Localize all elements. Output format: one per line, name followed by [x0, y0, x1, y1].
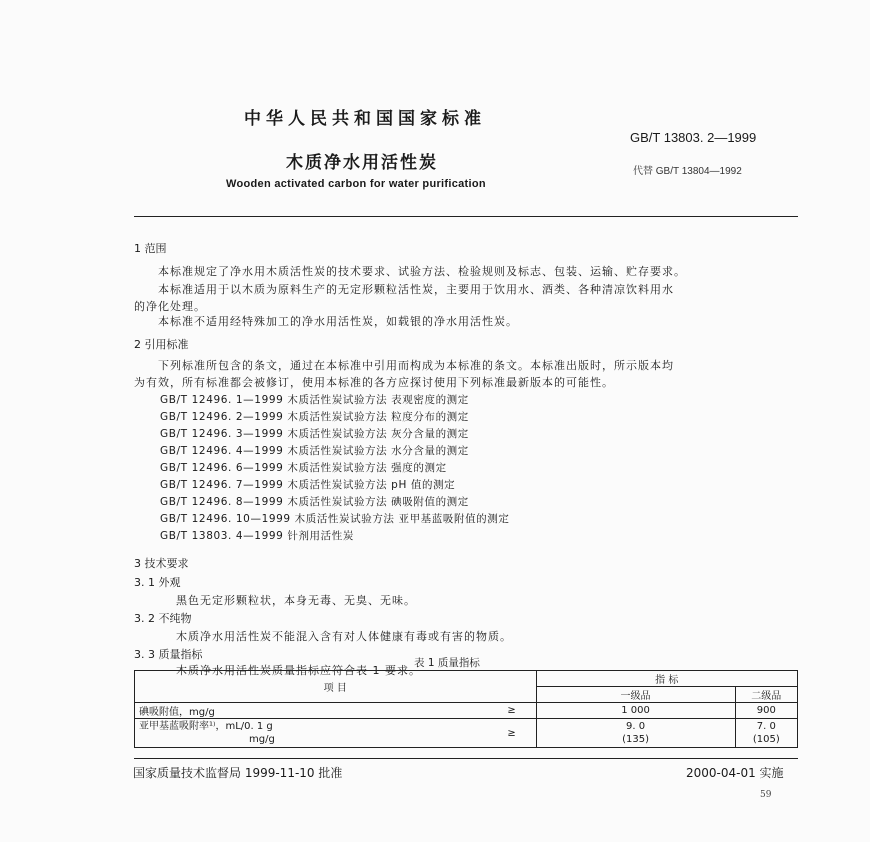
reference-item: GB/T 12496. 10—1999 木质活性炭试验方法 亚甲基蓝吸附值的测定: [160, 513, 510, 525]
section-3-1-heading: 3. 1 外观: [134, 576, 181, 589]
section-3-3-heading: 3. 3 质量指标: [134, 648, 203, 661]
table-header-grade-2: 二级品: [735, 687, 797, 703]
section-1-heading: 1 范围: [134, 242, 167, 255]
reference-item: GB/T 12496. 3—1999 木质活性炭试验方法 灰分含量的测定: [160, 428, 469, 440]
table-header-index: 指 标: [536, 671, 797, 687]
document-title: 木质净水用活性炭: [286, 153, 438, 173]
footer-divider: [134, 758, 798, 759]
methylene-grade-1-alt: (135): [622, 734, 649, 745]
table-row-iodine-grade-1: 1 000: [536, 703, 735, 719]
header-divider: [134, 216, 798, 217]
reference-item: GB/T 12496. 1—1999 木质活性炭试验方法 表观密度的测定: [160, 394, 469, 406]
standard-org-title: 中华人民共和国国家标准: [244, 109, 486, 129]
reference-item: GB/T 12496. 4—1999 木质活性炭试验方法 水分含量的测定: [160, 445, 469, 457]
section-1-para-1: 本标准规定了净水用木质活性炭的技术要求、试验方法、检验规则及标志、包装、运输、贮存要求。: [158, 265, 686, 278]
table-row-methylene-label-line1: 亚甲基蓝吸附率¹⁾，mL/0. 1 g: [139, 721, 273, 732]
section-2-para-1-cont: 为有效，所有标准都会被修订，使用本标准的各方应探讨使用下列标准最新版本的可能性。: [134, 376, 614, 389]
methylene-grade-2-alt: (105): [752, 734, 780, 745]
approval-note: 国家质量技术监督局 1999-11-10 批准: [133, 766, 343, 780]
section-3-2-text: 木质净水用活性炭不能混入含有对人体健康有毒或有害的物质。: [176, 630, 512, 643]
table-row-iodine-operator: ≥: [488, 703, 537, 719]
page-number: 59: [760, 790, 772, 800]
standard-code: GB/T 13803. 2—1999: [630, 130, 757, 145]
table-row-methylene-operator: ≥: [488, 719, 537, 748]
reference-item: GB/T 12496. 8—1999 木质活性炭试验方法 碘吸附值的测定: [160, 496, 469, 508]
table-row-methylene-grade-1: [536, 719, 735, 748]
section-1-para-2-cont: 的净化处理。: [134, 300, 206, 313]
reference-item: GB/T 12496. 6—1999 木质活性炭试验方法 强度的测定: [160, 462, 447, 474]
table-header-grade-1: 一级品: [536, 687, 735, 703]
section-2-heading: 2 引用标准: [134, 338, 189, 351]
table-caption: 表 1 质量指标: [414, 657, 480, 669]
section-3-heading: 3 技术要求: [134, 557, 189, 570]
effective-date: 2000-04-01 实施: [686, 766, 784, 780]
table-row-methylene-grade-2: [735, 719, 797, 748]
section-1-para-2: 本标准适用于以木质为原料生产的无定形颗粒活性炭，主要用于饮用水、酒类、各种清凉饮料用水: [158, 283, 674, 296]
reference-item: GB/T 12496. 7—1999 木质活性炭试验方法 pH 值的测定: [160, 479, 456, 491]
table-header-item: 项 目: [135, 671, 537, 703]
table-row-methylene-unit: mg/g: [249, 734, 275, 745]
reference-item: GB/T 13803. 4—1999 针剂用活性炭: [160, 530, 354, 542]
quality-table: [134, 670, 798, 748]
section-3-1-text: 黑色无定形颗粒状，本身无毒、无臭、无味。: [176, 594, 416, 607]
section-1-para-3: 本标准不适用经特殊加工的净水用活性炭，如载银的净水用活性炭。: [158, 315, 518, 328]
methylene-grade-2-value: 7. 0: [756, 721, 776, 732]
section-3-2-heading: 3. 2 不纯物: [134, 612, 192, 625]
document-title-english: Wooden activated carbon for water purification: [226, 178, 486, 190]
table-row-methylene-label: [135, 719, 488, 748]
table-row-iodine-grade-2: 900: [735, 703, 797, 719]
section-2-para-1: 下列标准所包含的条文，通过在本标准中引用而构成为本标准的条文。本标准出版时，所示版本均: [158, 359, 674, 372]
replaces-standard: 代替 GB/T 13804—1992: [633, 166, 742, 177]
reference-item: GB/T 12496. 2—1999 木质活性炭试验方法 粒度分布的测定: [160, 411, 469, 423]
section-3-3-text: 木质净水用活性炭质量指标应符合表 1 要求。: [176, 664, 421, 677]
methylene-grade-1-value: 9. 0: [626, 721, 646, 732]
table-row-iodine-label: 碘吸附值，mg/g: [135, 703, 488, 719]
